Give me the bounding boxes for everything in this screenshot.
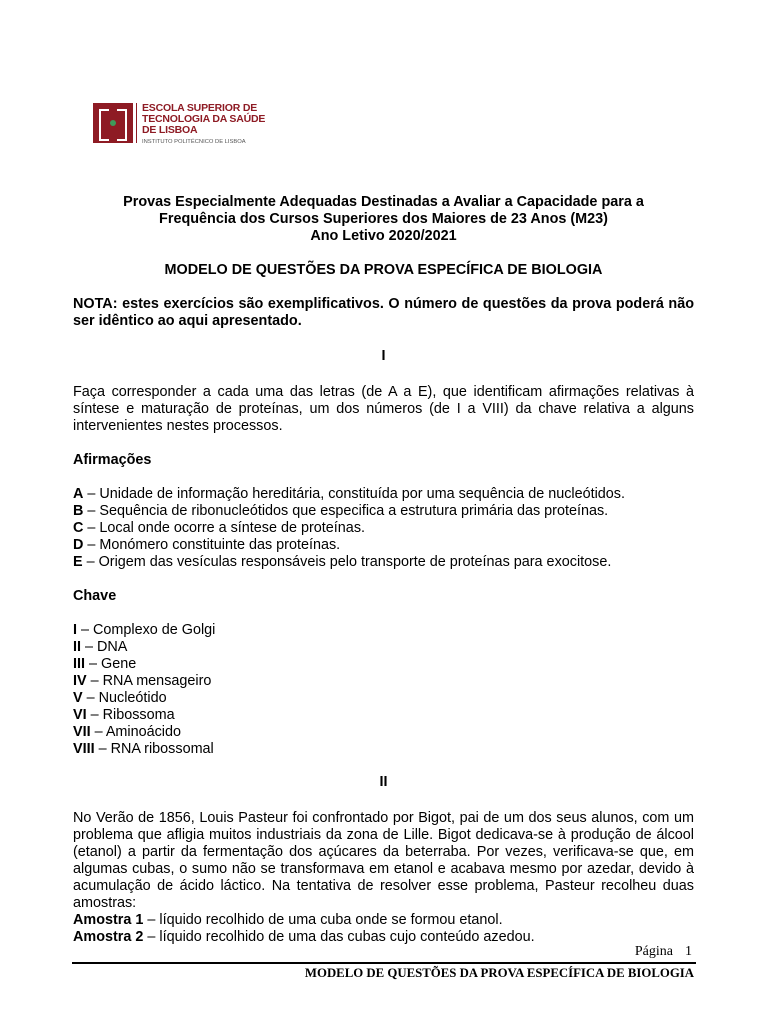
page-number-value: 1 — [685, 944, 692, 959]
list-item: Amostra 1 – líquido recolhido de uma cuba onde se formou etanol. — [73, 912, 503, 928]
logo-divider — [136, 103, 137, 143]
list-item: III – Gene — [73, 656, 137, 672]
list-item: VIII – RNA ribossomal — [73, 741, 214, 757]
logo-line-1: ESCOLA SUPERIOR DE — [142, 102, 258, 114]
section-2-numeral: II — [379, 774, 388, 790]
title-line-3: Ano Letivo 2020/2021 — [310, 228, 457, 244]
logo-line-3: DE LISBOA — [142, 124, 198, 136]
logo-line-2: TECNOLOGIA DA SAÚDE — [142, 113, 266, 125]
school-logo — [93, 103, 265, 143]
document-subtitle: MODELO DE QUESTÕES DA PROVA ESPECÍFICA DE BIOLOGIA — [164, 262, 603, 278]
page-number — [635, 944, 692, 960]
logo-text — [142, 103, 265, 148]
list-item: V – Nucleótido — [73, 690, 167, 706]
list-item: B – Sequência de ribonucleótidos que especifica a estrutura primária das proteínas. — [73, 503, 609, 519]
list-item: D – Monómero constituinte das proteínas. — [73, 537, 341, 553]
afirmacoes-list — [73, 486, 694, 571]
chave-list — [73, 622, 694, 758]
title-line-2: Frequência dos Cursos Superiores dos Maiores de 23 Anos (M23) — [159, 211, 608, 227]
section-1-intro: Faça corresponder a cada uma das letras (de A a E), que identificam afirmações relativas à síntese e maturação de proteínas, um dos números (de I a VIII) da chave relativa a alguns intervenientes nestes processos. — [73, 384, 694, 434]
title-line-1: Provas Especialmente Adequadas Destinadas a Avaliar a Capacidade para a — [123, 194, 644, 210]
samples-list — [73, 912, 694, 946]
logo-mark-icon — [93, 103, 133, 143]
chave-heading: Chave — [73, 588, 117, 604]
note: NOTA: estes exercícios são exemplificativos. O número de questões da prova poderá não ser idêntico ao aqui apresentado. — [73, 296, 694, 329]
list-item: E – Origem das vesículas responsáveis pelo transporte de proteínas para exocitose. — [73, 554, 612, 570]
list-item: I – Complexo de Golgi — [73, 622, 216, 638]
list-item: VI – Ribossoma — [73, 707, 175, 723]
list-item: VII – Aminoácido — [73, 724, 182, 740]
list-item: II – DNA — [73, 639, 128, 655]
list-item: IV – RNA mensageiro — [73, 673, 212, 689]
list-item: Amostra 2 – líquido recolhido de uma das cubas cujo conteúdo azedou. — [73, 929, 535, 945]
logo-subtitle: INSTITUTO POLITÉCNICO DE LISBOA — [142, 139, 246, 145]
list-item: A – Unidade de informação hereditária, constituída por uma sequência de nucleótidos. — [73, 486, 625, 502]
section-1-numeral: I — [381, 348, 386, 364]
page-label: Página — [634, 944, 673, 959]
document-body — [73, 194, 694, 946]
footer-title: MODELO DE QUESTÕES DA PROVA ESPECÍFICA DE BIOLOGIA — [304, 966, 694, 980]
section-2-paragraph: No Verão de 1856, Louis Pasteur foi confrontado por Bigot, pai de um dos seus alunos, com um problema que afligia muitos industriais da zona de Lille. Bigot dedicava-se à produção de álcool (etanol) a partir da fermentação dos açúcares da beterraba. Por vezes, verificava-se que, em algumas cubas, o sumo não se transformava em etanol e acabava mesmo por azedar, devido à acumulação de ácido láctico. Na tentativa de resolver esse problema, Pasteur recolheu duas amostras: — [73, 810, 694, 911]
list-item: C – Local onde ocorre a síntese de proteínas. — [73, 520, 366, 536]
document-title — [73, 194, 694, 245]
afirmacoes-heading: Afirmações — [73, 452, 152, 468]
footer-divider — [72, 962, 696, 964]
